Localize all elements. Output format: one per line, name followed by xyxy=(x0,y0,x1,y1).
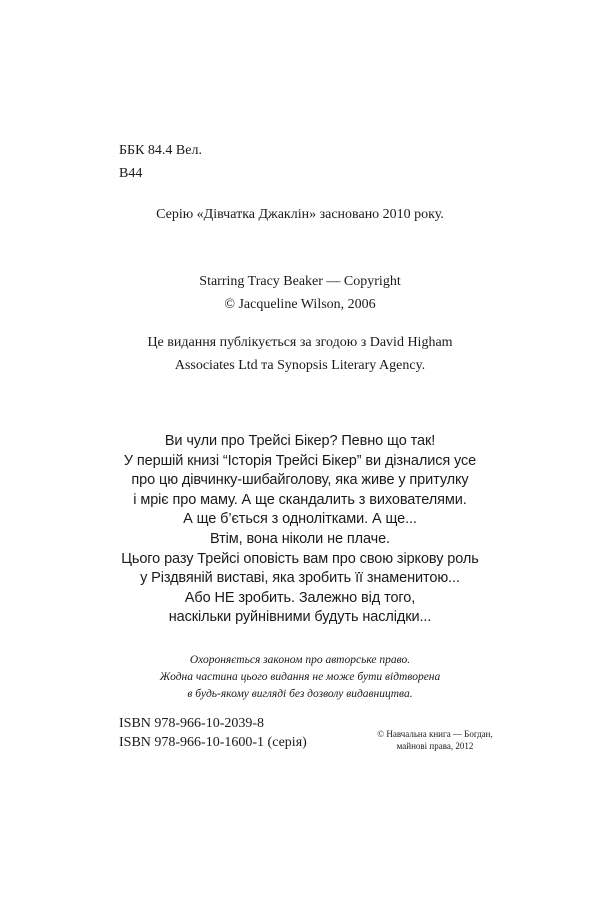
blurb-line: про цю дівчинку-шибайголову, яка живе у притулку xyxy=(131,472,469,489)
blurb-line: У першій книзі “Історія Трейсі Бікер” ви дізналися усе xyxy=(123,452,477,469)
series-note: Серію «Дівчатка Джаклін» засновано 2010 року. xyxy=(156,207,444,222)
rights-line: © Навчальна книга — Богдан, xyxy=(377,729,493,739)
copyright-line: Starring Tracy Beaker — Copyright xyxy=(199,274,401,289)
isbn-line: ISBN 978-966-10-2039-8 xyxy=(119,716,265,731)
license-line: Це видання публікується за згодою з David Higham xyxy=(147,335,453,350)
copyright-line: © Jacqueline Wilson, 2006 xyxy=(224,297,376,312)
blurb-line: Втім, вона ніколи не плаче. xyxy=(210,530,390,547)
legal-line: в будь-якому вигляді без дозволу видавництва. xyxy=(187,688,413,700)
blurb-line: Ви чули про Трейсі Бікер? Певно що так! xyxy=(164,433,436,449)
blurb-line: Або НЕ зробить. Залежно від того, xyxy=(184,589,416,606)
isbn-line: ISBN 978-966-10-1600-1 (серія) xyxy=(119,735,307,750)
book-blurb xyxy=(0,432,600,628)
bbk-classification: ББК 84.4 Вел. xyxy=(119,143,202,158)
blurb-line: наскільки руйнівними будуть наслідки... xyxy=(168,609,432,626)
publisher-rights xyxy=(370,728,500,752)
license-line: Associates Ltd та Synopsis Literary Agency. xyxy=(174,358,426,373)
blurb-line: у Різдвяній виставі, яка зробить її знаменитою... xyxy=(140,570,460,587)
blurb-line: А ще б’ється з однолітками. А ще... xyxy=(183,511,417,528)
legal-line: Жодна частина цього видання не може бути відтворена xyxy=(159,671,441,683)
copyright-block xyxy=(0,270,600,316)
license-notice xyxy=(0,331,600,377)
rights-line: майнові права, 2012 xyxy=(396,741,474,751)
blurb-line: і мріє про маму. А ще скандалить з вихователями. xyxy=(133,491,467,508)
isbn-block xyxy=(119,714,307,752)
author-sign: В44 xyxy=(119,166,143,181)
copyright-protection-notice xyxy=(0,652,600,703)
blurb-line: Цього разу Трейсі оповість вам про свою зіркову роль xyxy=(121,550,479,567)
legal-line: Охороняється законом про авторське право. xyxy=(189,654,411,666)
